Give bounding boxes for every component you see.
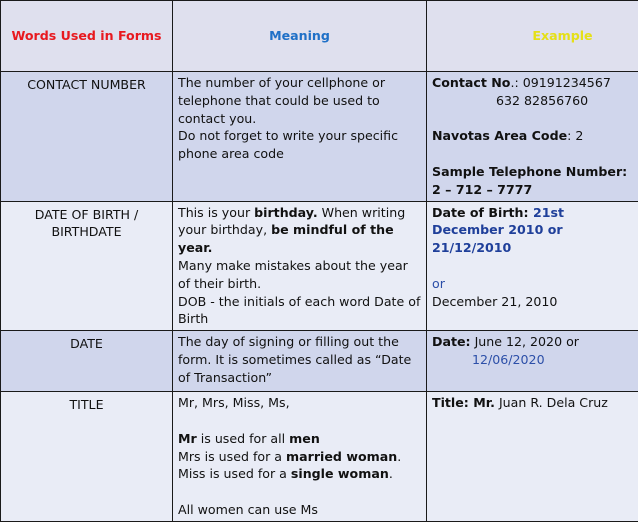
term-cell: TITLE [1,392,173,522]
example-line [432,163,633,181]
contact-value: .: 09191234567 [510,75,610,90]
example-line: 12/06/2020 [432,351,633,369]
header-example: Example [427,1,638,72]
example-line: or [432,275,633,293]
example-line [432,127,633,145]
meaning-line: Many make mistakes about the year of their birth. [178,257,421,293]
meaning-line: Mr is used for all men [178,430,421,448]
example-cell [427,392,638,522]
meaning-line: Mrs is used for a married woman. [178,448,421,466]
sample-value: 2 – 712 – 7777 [432,182,532,197]
example-cell [427,72,638,202]
dob-label: Date of Birth: [432,205,533,220]
header-words-used: Words Used in Forms [1,1,173,72]
term-cell: CONTACT NUMBER [1,72,173,202]
meaning-line: Do not forget to write your specific phone area code [178,127,421,163]
area-value: : 2 [567,128,583,143]
date-label: Date: [432,334,471,349]
meaning-cell: The day of signing or filling out the form. It is sometimes called as “Date of Transaction” [173,331,427,392]
table-row [1,331,638,392]
dob-value: 21st December 2010 or 21/12/2010 [432,205,564,256]
term-cell: DATE [1,331,173,392]
date-value: June 12, 2020 or [471,334,579,349]
table-row [1,72,638,202]
meaning-cell [173,392,427,522]
header-meaning: Meaning [173,1,427,72]
meaning-line: All women can use Ms [178,501,421,519]
contact-label: Contact No [432,75,510,90]
example-line: 632 82856760 [432,92,633,110]
example-line [432,181,633,199]
example-line [432,74,633,92]
example-line [432,333,633,351]
example-line [432,394,633,412]
table-row [1,201,638,331]
title-value: Juan R. Dela Cruz [495,395,608,410]
meaning-line: Miss is used for a single woman. [178,465,421,483]
example-cell [427,201,638,331]
meaning-line: The number of your cellphone or telephone that could be used to contact you. [178,74,421,127]
meaning-line: This is your birthday. When writing your birthday, be mindful of the year. [178,204,421,257]
meaning-line: Mr, Mrs, Miss, Ms, [178,394,421,412]
term-cell: DATE OF BIRTH / BIRTHDATE [1,201,173,331]
meaning-cell [173,201,427,331]
title-label: Title: Mr. [432,395,495,410]
example-line: December 21, 2010 [432,293,633,311]
meaning-line: DOB - the initials of each word Date of Birth [178,293,421,329]
meaning-cell [173,72,427,202]
table-row [1,392,638,522]
header-row [1,1,638,72]
sample-label: Sample Telephone Number: [432,164,627,179]
example-line [432,204,633,257]
example-cell [427,331,638,392]
area-label: Navotas Area Code [432,128,567,143]
